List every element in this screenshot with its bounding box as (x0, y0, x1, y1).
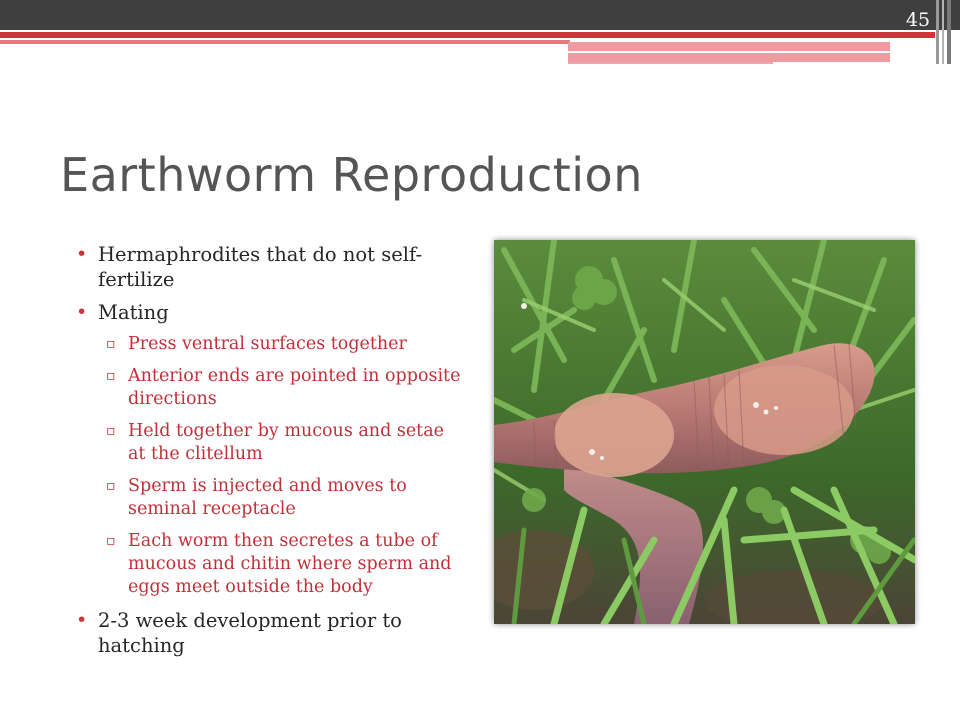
bullet-text: 2-3 week development prior to hatching (98, 609, 402, 657)
square-bullet-icon: ▫ (106, 533, 116, 549)
sub-bullet-text: Held together by mucous and setae at the clitellum (128, 421, 444, 464)
square-bullet-icon: ▫ (106, 423, 116, 439)
header-accent-line (0, 32, 935, 38)
sub-bullet-item (98, 420, 466, 466)
header-vertical-strip (942, 0, 944, 64)
sub-bullet-item (98, 475, 466, 521)
sub-bullet-text: Press ventral surfaces together (128, 334, 407, 354)
sub-bullet-item (98, 530, 466, 599)
sub-bullet-text: Anterior ends are pointed in opposite directions (128, 366, 461, 409)
square-bullet-icon: ▫ (106, 368, 116, 384)
page-number: 45 (905, 9, 931, 31)
sub-bullet-item (98, 365, 466, 411)
header-divider (568, 51, 890, 53)
slide-title: Earthworm Reproduction (60, 148, 643, 202)
earthworm-image (494, 240, 915, 624)
bullet-text: Mating (98, 301, 169, 324)
round-bullet-icon: • (76, 301, 88, 323)
sub-bullet-item (98, 333, 466, 356)
bullet-item (76, 608, 466, 658)
round-bullet-icon: • (76, 243, 88, 265)
sub-bullet-text: Each worm then secretes a tube of mucous and chitin where sperm and eggs meet outside the body (128, 531, 452, 597)
bullet-item (76, 300, 466, 599)
bullet-content (76, 242, 466, 666)
round-bullet-icon: • (76, 609, 88, 631)
header-bar (0, 0, 960, 30)
square-bullet-icon: ▫ (106, 336, 116, 352)
square-bullet-icon: ▫ (106, 478, 116, 494)
bullet-text: Hermaphrodites that do not self-fertilize (98, 243, 423, 291)
header-vertical-strip (947, 0, 951, 64)
header-accent-thin (568, 62, 773, 64)
header-vertical-strip (936, 0, 939, 64)
sub-bullet-list (98, 333, 466, 599)
earthworm-photo (494, 240, 915, 624)
sub-bullet-text: Sperm is injected and moves to seminal receptacle (128, 476, 407, 519)
header-accent-line-secondary (0, 40, 570, 44)
bullet-list (76, 242, 466, 658)
bullet-item (76, 242, 466, 292)
